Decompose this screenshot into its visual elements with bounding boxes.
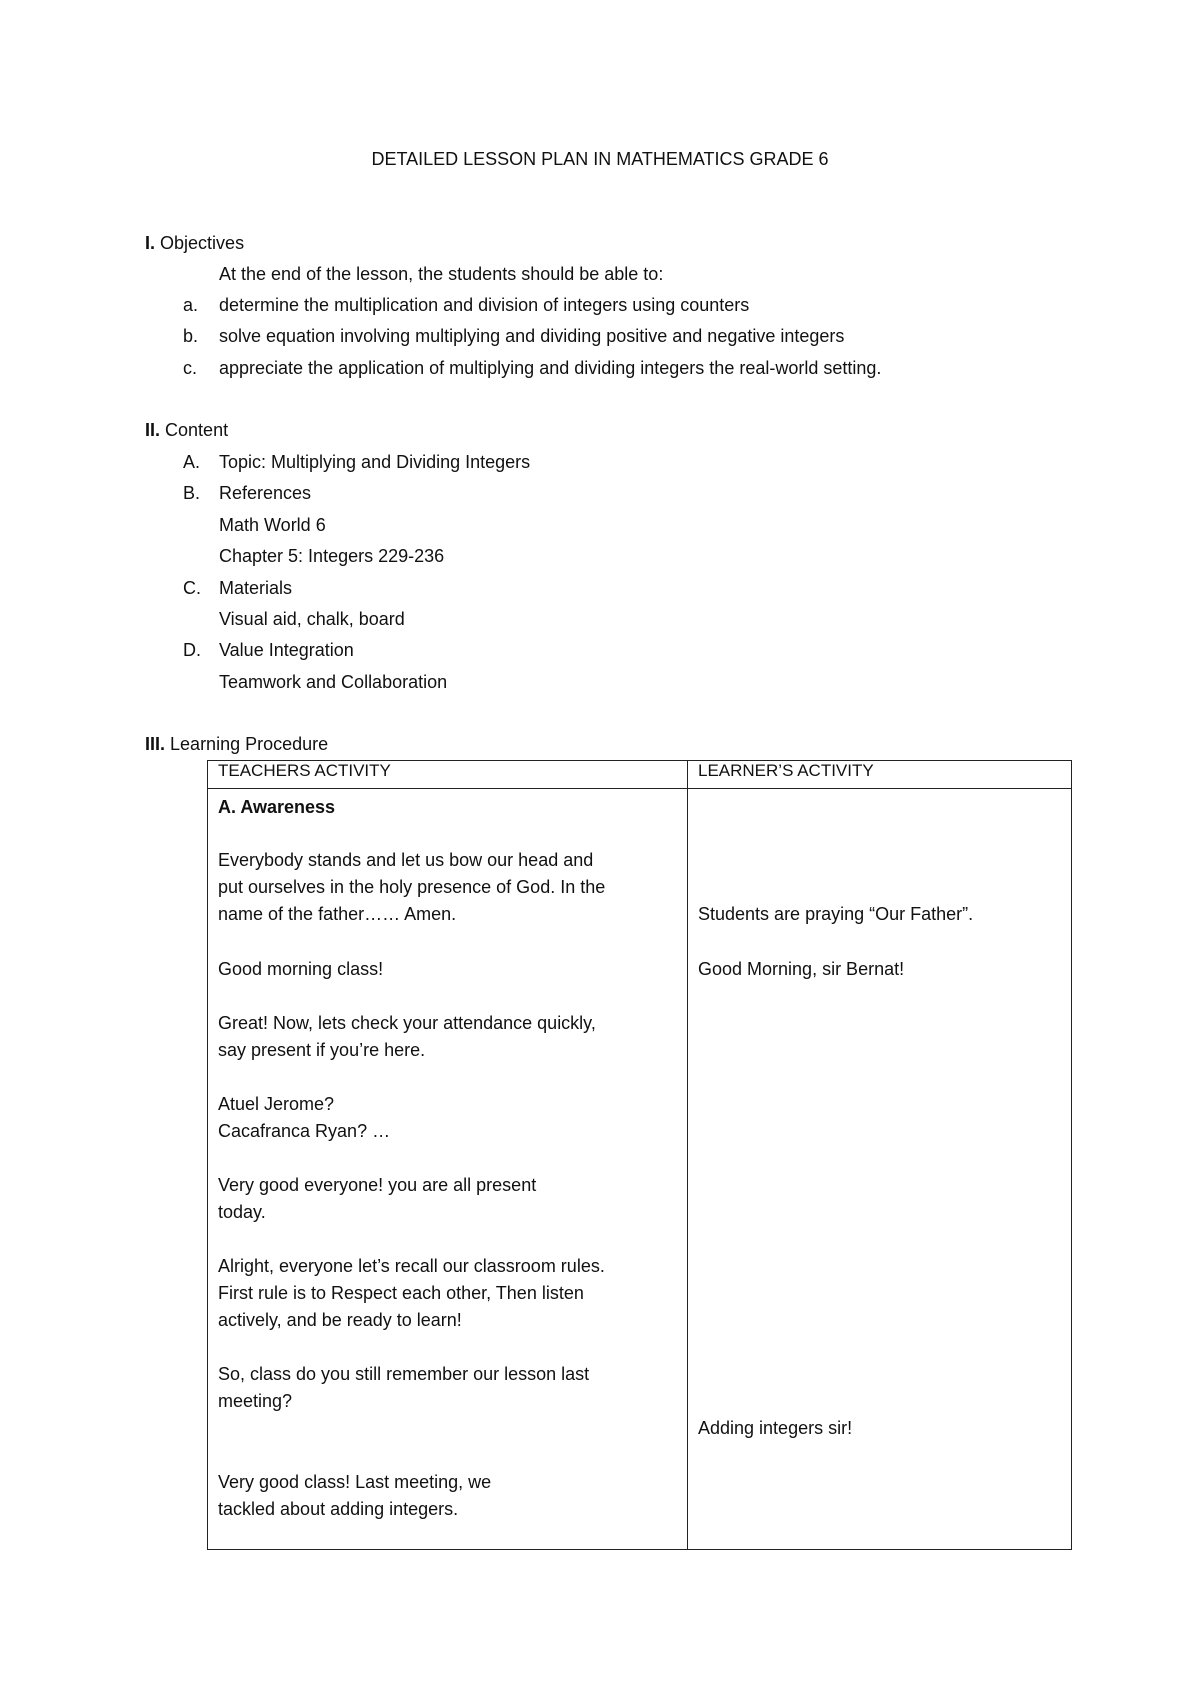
teacher-line: So, class do you still remember our lesson last bbox=[218, 1364, 590, 1384]
learner-line: Students are praying “Our Father”. bbox=[698, 904, 974, 924]
objective-marker: a. bbox=[183, 295, 199, 315]
objectives-intro: At the end of the lesson, the students should be able to: bbox=[219, 264, 664, 284]
objectives-heading bbox=[145, 231, 244, 255]
teacher-line: Good morning class! bbox=[218, 959, 384, 979]
objective-item: solve equation involving multiplying and dividing positive and negative integers bbox=[219, 326, 845, 346]
content-numeral: II. bbox=[145, 420, 161, 440]
content-heading-text: Content bbox=[165, 420, 229, 440]
teacher-line: meeting? bbox=[218, 1391, 293, 1411]
teacher-line: Very good everyone! you are all present bbox=[218, 1175, 537, 1195]
objectives-numeral: I. bbox=[145, 233, 156, 253]
content-item: Visual aid, chalk, board bbox=[219, 609, 405, 629]
teacher-line: Everybody stands and let us bow our head and bbox=[218, 850, 594, 870]
teacher-line: tackled about adding integers. bbox=[218, 1499, 459, 1519]
document-title: DETAILED LESSON PLAN IN MATHEMATICS GRADE 6 bbox=[371, 149, 829, 169]
learner-line: Good Morning, sir Bernat! bbox=[698, 959, 905, 979]
content-item: References bbox=[219, 483, 312, 503]
teacher-line: today. bbox=[218, 1202, 266, 1222]
learner-column-header: LEARNER’S ACTIVITY bbox=[688, 761, 1072, 789]
objective-item: determine the multiplication and division of integers using counters bbox=[219, 295, 750, 315]
section-a-heading: A. Awareness bbox=[218, 797, 336, 817]
learner-activity-cell bbox=[688, 789, 1072, 1550]
procedure-header-row bbox=[208, 761, 1072, 789]
procedure-body-row bbox=[208, 789, 1072, 1550]
content-marker: A. bbox=[183, 452, 201, 472]
objective-item: appreciate the application of multiplying and dividing integers the real-world setting. bbox=[219, 358, 882, 378]
teacher-line: Alright, everyone let’s recall our classroom rules. bbox=[218, 1256, 605, 1276]
procedure-heading-text: Learning Procedure bbox=[170, 734, 329, 754]
content-item: Value Integration bbox=[219, 640, 354, 660]
teacher-activity-cell bbox=[208, 789, 688, 1550]
procedure-table bbox=[207, 760, 1072, 1550]
content-marker: D. bbox=[183, 640, 201, 660]
teacher-line: Great! Now, lets check your attendance quickly, bbox=[218, 1013, 596, 1033]
learner-line: Adding integers sir! bbox=[698, 1418, 853, 1438]
objectives-heading-text: Objectives bbox=[160, 233, 245, 253]
teacher-line: Very good class! Last meeting, we bbox=[218, 1472, 492, 1492]
content-marker: C. bbox=[183, 578, 201, 598]
content-item: Teamwork and Collaboration bbox=[219, 672, 448, 692]
content-item: Chapter 5: Integers 229-236 bbox=[219, 546, 445, 566]
procedure-heading bbox=[145, 732, 328, 756]
objective-marker: b. bbox=[183, 326, 199, 346]
teacher-line: Cacafranca Ryan? … bbox=[218, 1121, 391, 1141]
content-item: Math World 6 bbox=[219, 515, 326, 535]
teacher-line: put ourselves in the holy presence of God. In the bbox=[218, 877, 606, 897]
objective-marker: c. bbox=[183, 358, 198, 378]
teacher-line: First rule is to Respect each other, Then listen bbox=[218, 1283, 584, 1303]
procedure-numeral: III. bbox=[145, 734, 166, 754]
teacher-column-header: TEACHERS ACTIVITY bbox=[208, 761, 688, 789]
content-heading bbox=[145, 418, 228, 442]
teacher-line: name of the father…… Amen. bbox=[218, 904, 457, 924]
content-item: Topic: Multiplying and Dividing Integers bbox=[219, 452, 531, 472]
content-marker: B. bbox=[183, 483, 201, 503]
content-item: Materials bbox=[219, 578, 293, 598]
teacher-line: Atuel Jerome? bbox=[218, 1094, 335, 1114]
teacher-line: say present if you’re here. bbox=[218, 1040, 426, 1060]
teacher-line: actively, and be ready to learn! bbox=[218, 1310, 462, 1330]
